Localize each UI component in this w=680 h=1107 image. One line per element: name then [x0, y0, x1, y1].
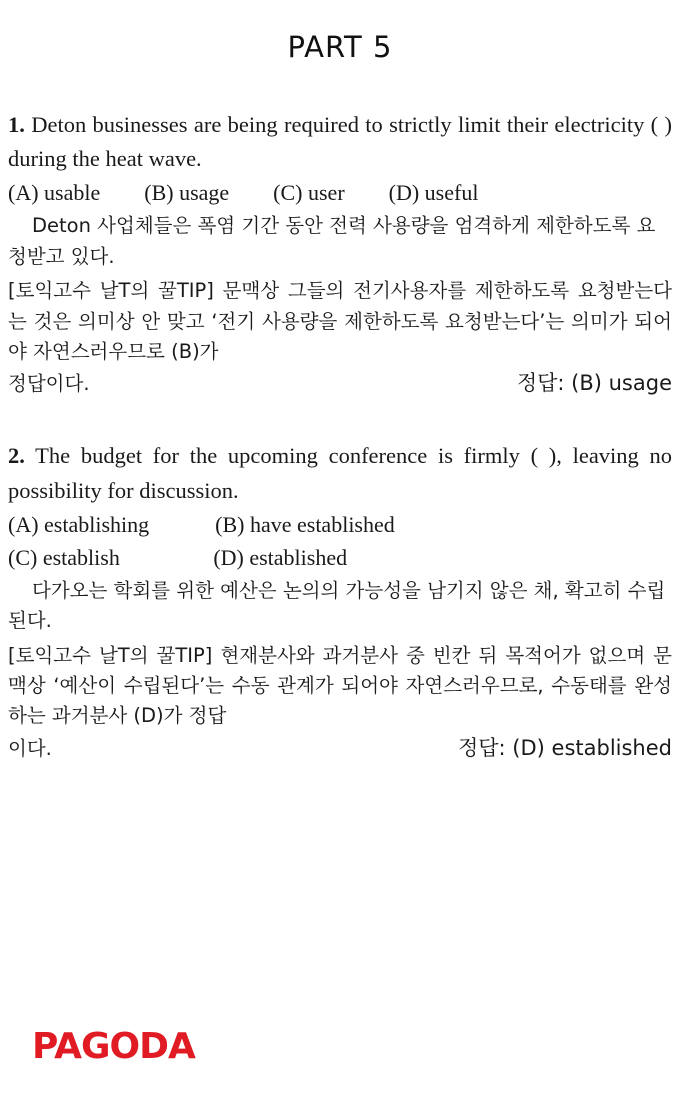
korean-translation: 다가오는 학회를 위한 예산은 논의의 가능성을 남기지 않은 채, 확고히 수립된다. [8, 578, 666, 633]
document-page [0, 30, 680, 1107]
question-number: 1. [8, 112, 25, 137]
question-item [8, 108, 672, 397]
question-text: The budget for the upcoming conference is firmly ( ), leaving no possibility for discussion. [8, 443, 673, 503]
tip-block [8, 276, 672, 367]
tip-tail: 정답이다. [8, 372, 90, 396]
question-number: 2. [8, 443, 25, 469]
question-stem [8, 439, 672, 507]
tip-answer-row [8, 732, 672, 762]
korean-translation: Deton 사업체들은 폭염 기간 동안 전력 사용량을 엄격하게 제한하도록 요청받고 있다. [8, 214, 656, 268]
correct-answer: 정답: (D) established [457, 735, 672, 760]
question-item [8, 439, 672, 761]
answer-choices-line-2[interactable]: (C) establish (D) established [8, 544, 348, 570]
correct-answer: 정답: (B) usage [516, 371, 672, 396]
tip-label: [토익고수 날T의 꿀TIP] [8, 643, 213, 667]
tip-label: [토익고수 날T의 꿀TIP] [8, 279, 214, 303]
pagoda-logo: PAGODA [32, 1026, 195, 1067]
tip-body: 문맥상 그들의 전기사용자를 제한하도록 요청받는다는 것은 의미상 안 맞고 ‘전기 사용량을 제한하도록 요청받는다’는 의미가 되어야 자연스러우므로 (B)가 [8, 279, 673, 363]
tip-answer-row [8, 367, 672, 397]
page-title: PART 5 [287, 30, 393, 64]
tip-block [8, 641, 672, 732]
answer-choices-line-1[interactable]: (A) establishing (B) have established [8, 511, 395, 537]
question-text: Deton businesses are being required to strictly limit their electricity ( ) during the heat wave. [8, 112, 673, 172]
tip-tail: 이다. [8, 736, 52, 760]
answer-choices[interactable]: (A) usable (B) usage (C) user (D) useful [8, 180, 479, 206]
question-list [8, 108, 672, 762]
tip-body: 현재분사와 과거분사 중 빈칸 뒤 목적어가 없으며 문맥상 ‘예산이 수립된다’는 수동 관계가 되어야 자연스러우므로, 수동태를 완성하는 과거분사 (D)가 정답 [8, 643, 673, 728]
question-spacer [8, 423, 672, 439]
question-stem [8, 108, 672, 176]
